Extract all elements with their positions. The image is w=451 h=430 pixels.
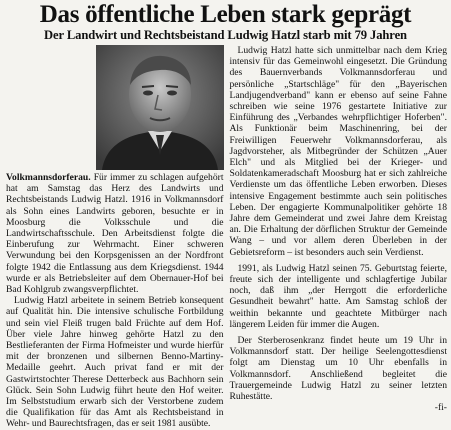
right-column — [230, 45, 448, 430]
left-column — [6, 45, 224, 430]
author-signature: -fi- — [434, 402, 447, 414]
article-body — [6, 45, 447, 430]
left-paragraph-1: Für immer zu schlagen aufgehört hat am Samstag das Herz des Landwirts und Rechtsbeistands Ludwig Hatzl. 1916 in Volkmannsdorf als Sohn eines Landwirts geboren, besuchte er in Moosburg die Volksschule und die Landwirtschaftsschule. Den Arbeitsdienst folgte die Einberufung zur Wehrmacht. Einer schweren Verwundung bei den Korpsgenissen an der Nordfront folgte 1942 die Entlassung aus dem Kriegsdienst. 1944 wurde er als Betriebsleiter auf dem Obernauer-Hof bei Bad Kohlgrub zwangsverpflichtet. — [6, 172, 224, 296]
dateline: Volkmannsdorferau. — [6, 172, 91, 183]
headline: Das öffentliche Leben stark geprägt — [39, 1, 412, 28]
right-paragraph-2: 1991, als Ludwig Hatzl seinen 75. Geburtstag feierte, freute sich der intelligente und schlagfertige Jubilar noch, daß ihm „der Herrgott die erforderliche Gesundheit bewahrt" hatte. Am Samstag schloß der weithin bekannte und geachtete Mitbürger nach längerem Leiden für immer die Augen. — [229, 262, 447, 330]
portrait-photo — [96, 45, 224, 170]
right-paragraph-3: Der Sterberosenkranz findet heute um 19 Uhr in Volkmannsdorf statt. Der heilige Seelengottesdienst folgt am Dienstag um 10 Uhr ebenfalls in Volkmannsdorf. Anschließend begleitet die Trauergemeinde Ludwig Hatzl zu seiner letzten Ruhestätte. — [229, 335, 447, 403]
portrait-image — [96, 45, 224, 170]
subheadline: Der Landwirt und Rechtsbeistand Ludwig Hatzl starb mit 79 Jahren — [44, 28, 407, 42]
left-paragraph-2: Ludwig Hatzl arbeitete in seinem Betrieb konsequent auf Qualität hin. Die intensive schulische Fortbildung und sein viel Fleiß trugen bald Früchte auf dem Hof. Über viele Jahre hinweg gehörte Hatzl zu den Bestlieferanten der Firma Hofmeister und wurde hierfür mit der bronzenen und silbernen Benno-Martiny-Medaille geehrt. Auch privat fand er mit der Gastwirtstochter Therese Detterbeck aus Bachhorn sein Glück. Sein Sohn Ludwig führt heute den Hof weiter. Im Selbststudium erwarb sich der Verstorbene zudem die Qualifikation für das Amt als Rechtsbeistand in Wehr- und Baurechtsfragen, das er seit 1981 ausübte. — [6, 295, 224, 430]
right-paragraph-1: Ludwig Hatzl hatte sich unmittelbar nach dem Krieg intensiv für das Gemeinwohl eingesetzt. Die Gründung des Bauernverbands Volkmannsdorferau und persönliche „Startschläge" für den „Bayerischen Landjugendverband" kann er ebenso auf seine Fahne schreiben wie seine 1976 gestartete Initiative zur Einführung des „Verbandes wehrpflichtiger Hoferben". Als Funktionär beim Maschinenring, bei der Freiwilligen Feuerwehr Volkmannsdorferau, als Jagdvorsteher, als Mitbegründer der Schützen „Auer Elch" und als Mitglied bei der Krieger- und Soldatenkameradschaft Moosburg hat er sich zahlreiche Verdienste um das öffentliche Leben erworben. Dieses intensive Engagement bestimmte auch sein politisches Leben. Der engagierte Kommunalpolitiker gehörte 18 Jahre dem Gemeinderat und zwei Jahre dem Kreistag an. Die Erhaltung der dörflichen Struktur der Gemeinde Wang – und vor allem deren Überleben in der Gebietsreform – ist besonders auch sein Verdienst. — [229, 45, 447, 258]
